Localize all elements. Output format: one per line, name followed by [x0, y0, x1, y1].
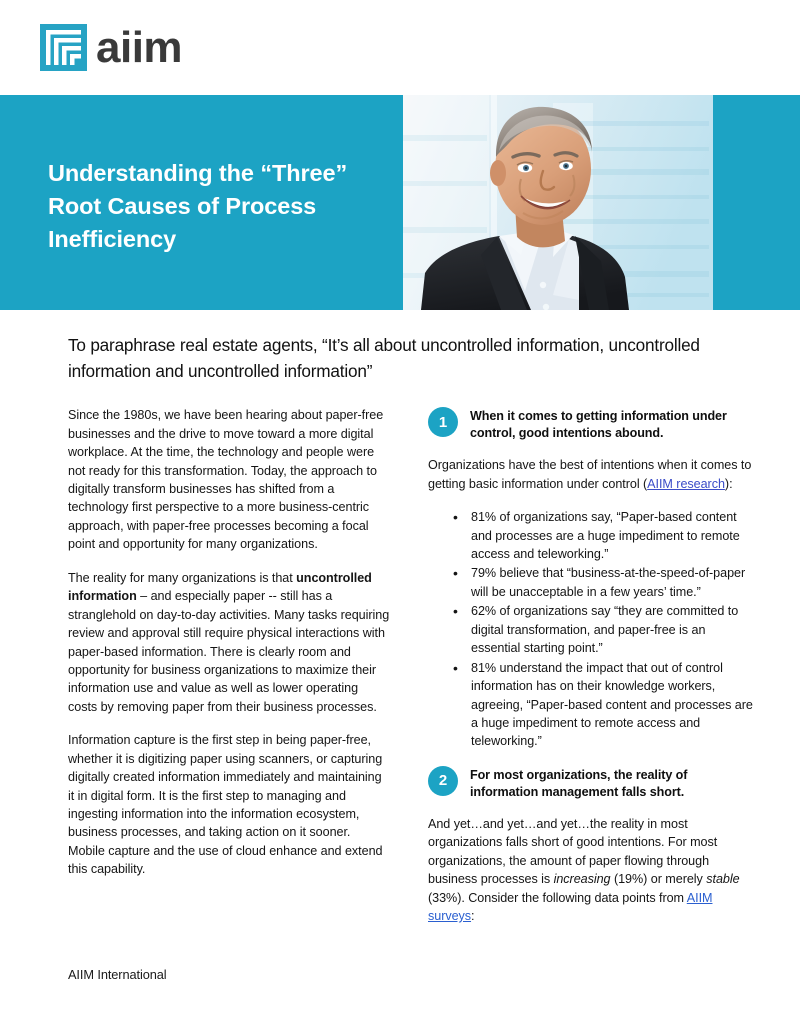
section-1-bullet-list	[428, 508, 758, 751]
document-title: Understanding the “Three” Root Causes of Process Inefficiency	[48, 159, 348, 253]
list-item: • 81% of organizations say, “Paper-based content and processes are a huge impediment to remote access and teleworking.”	[453, 508, 758, 563]
two-column-layout	[68, 406, 753, 940]
left-paragraph-2-suffix: – and especially paper -- still has a stranglehold on day-to-day activities. Many tasks requiring review and approval still require physical interactions with paper-based information. There is clearly room and opportunity for business organizations to maximize their information use and value as well as lower operating costs by removing paper from their business processes.	[68, 589, 390, 714]
lead-paragraph: To paraphrase real estate agents, “It’s all about uncontrolled information, uncontrolled information and uncontrolled information”	[68, 335, 700, 382]
aiim-surveys-link[interactable]: AIIM surveys	[428, 890, 713, 924]
document-header	[0, 0, 800, 95]
section-1-intro	[428, 456, 758, 493]
section-2-body-part-2: (19%) or merely	[610, 872, 707, 887]
section-1-intro-suffix: ):	[724, 476, 733, 491]
section-1-heading-text: When it comes to getting information under control, good intentions abound.	[470, 409, 727, 441]
section-2-italic-increasing: increasing	[553, 872, 611, 887]
section-1-number-badge: 1	[428, 407, 458, 437]
section-2-heading-text: For most organizations, the reality of information management falls short.	[470, 767, 688, 799]
hero-banner	[0, 95, 800, 310]
aiim-logo	[40, 24, 182, 71]
aiim-research-link[interactable]: AIIM research	[647, 476, 725, 491]
list-item: • 79% believe that “business-at-the-speed-of-paper will be unacceptable in a few years’ time.”	[453, 564, 758, 601]
section-2-italic-stable: stable	[706, 872, 740, 887]
section-2-body-part-3: (33%). Consider the following data points from	[428, 890, 687, 905]
list-item: • 62% of organizations say “they are committed to digital transformation, and paper-free is an essential starting point.”	[453, 602, 758, 657]
section-2-body	[428, 815, 758, 926]
section-2-body-part-4: :	[471, 909, 475, 924]
left-paragraph-2-prefix: The reality for many organizations is that	[68, 570, 297, 585]
left-paragraph-1: Since the 1980s, we have been hearing about paper-free businesses and the drive to move toward a more digital workplace. At the time, the technology and people were not ready for this transformation. Today, the approach to digitally transform businesses has shifted from a technology first perspective to a more business-centric approach, with paper-free processes becoming a focal point and opportunity for many organizations.	[68, 408, 384, 552]
section-2-heading	[428, 765, 758, 801]
right-column	[428, 406, 758, 940]
document-body	[0, 310, 800, 940]
left-paragraph-2	[68, 569, 390, 717]
hero-portrait-photo	[403, 95, 713, 310]
left-paragraph-3: Information capture is the first step in being paper-free, whether it is digitizing paper using scanners, or capturing digitally created information immediately and maintaining it in digital form. It is the first step to managing and ingesting information into the information ecosystem, business processes, and taking action on it sooner. Mobile capture and the use of cloud enhance and extend this capability.	[68, 733, 383, 877]
section-2-number-badge: 2	[428, 766, 458, 796]
left-column	[68, 406, 390, 940]
section-1-intro-prefix: Organizations have the best of intentions when it comes to getting basic information under control (	[428, 458, 752, 491]
left-paragraph-2-bold: uncontrolled information	[68, 570, 372, 604]
list-item: • 81% understand the impact that out of control information has on their knowledge workers, agreeing, “Paper-based content and processes are a huge impediment to remote access and teleworking.”	[453, 659, 758, 751]
page-footer: AIIM International	[68, 967, 167, 982]
portrait-illustration-icon	[403, 95, 713, 310]
aiim-logo-mark-icon	[40, 24, 87, 71]
aiim-logo-wordmark: aiim	[96, 22, 183, 72]
section-2-body-part-1: And yet…and yet…and yet…the reality in most organizations falls short of good intentions. For most organizations, the amount of paper flowing through business processes is	[428, 816, 718, 887]
section-1-heading	[428, 406, 758, 442]
